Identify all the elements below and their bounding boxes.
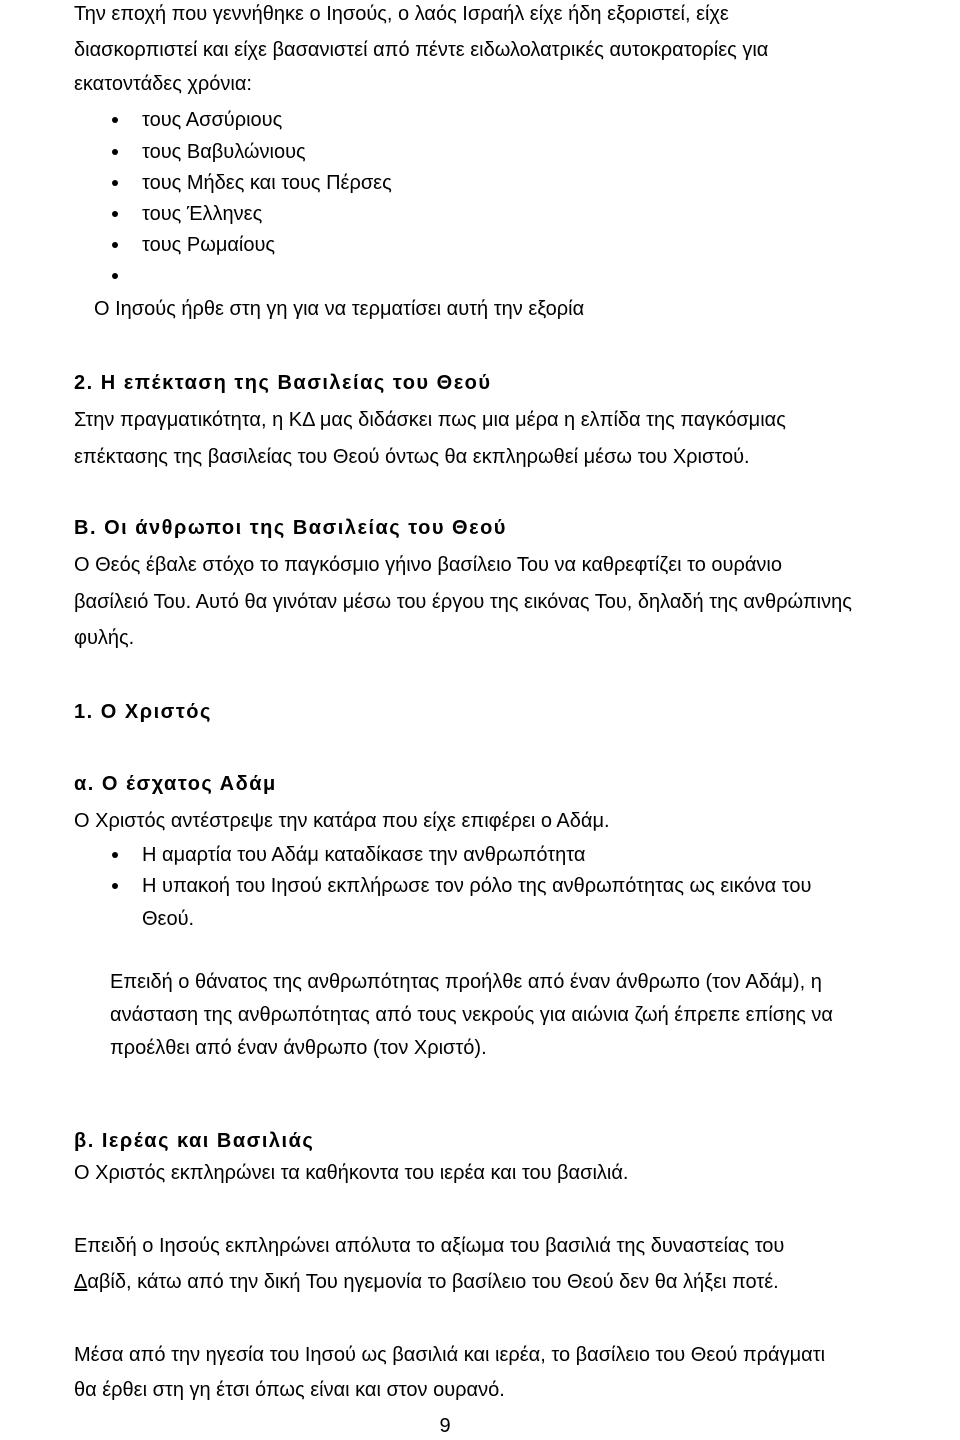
- list-item: τους Βαβυλώνιους: [142, 141, 306, 163]
- section-1-title: Ο Χριστός: [100, 701, 212, 723]
- section-b-title: Οι άνθρωποι της Βασιλείας του Θεού: [104, 517, 507, 539]
- sub-b-para-2-line-2: θα έρθει στη γη έτσι όπως είναι και στον ουρανό.: [74, 1379, 505, 1401]
- bullet-icon: [112, 852, 118, 858]
- intro-line-1: Την εποχή που γεννήθηκε ο Ιησούς, ο λαός Ισραήλ είχε ήδη εξοριστεί, είχε: [74, 3, 729, 25]
- section-b-heading: [74, 516, 507, 540]
- page-number: 9: [439, 1415, 451, 1437]
- intro-line-2: διασκορπιστεί και είχε βασανιστεί από πέντε ειδωλολατρικές αυτοκρατορίες για: [74, 39, 769, 61]
- sub-b-title: Ιερέας και Βασιλιάς: [101, 1130, 315, 1152]
- intro-line-3: εκατοντάδες χρόνια:: [74, 73, 252, 95]
- sub-b-heading: [74, 1129, 314, 1153]
- jesus-end-exile-text: Ο Ιησούς ήρθε στη γη για να τερματίσει αυτή την εξορία: [94, 298, 585, 320]
- section-2-line-1: Στην πραγματικότητα, η ΚΔ μας διδάσκει πως μια μέρα η ελπίδα της παγκόσμιας: [74, 409, 786, 431]
- list-item-continuation: Θεού.: [142, 908, 195, 930]
- sub-a-number: α.: [74, 773, 95, 795]
- section-b-number: Β.: [74, 517, 97, 539]
- bullet-icon: [112, 117, 118, 123]
- list-item: τους Ρωμαίους: [142, 234, 276, 256]
- sub-a-para-line-3: προέλθει από έναν άνθρωπο (τον Χριστό).: [110, 1037, 487, 1059]
- sub-a-heading: [74, 772, 277, 796]
- sub-a-para-line-1: Επειδή ο θάνατος της ανθρωπότητας προήλθε από έναν άνθρωπο (τον Αδάμ), η: [110, 971, 822, 993]
- sub-b-para-2-line-1: Μέσα από την ηγεσία του Ιησού ως βασιλιά και ιερέα, το βασίλειο του Θεού πράγματι: [74, 1344, 826, 1366]
- list-item: τους Ασσύριους: [142, 109, 283, 131]
- bullet-icon: [112, 273, 118, 279]
- sub-b-number: β.: [74, 1130, 95, 1152]
- list-item: Η υπακοή του Ιησού εκπλήρωσε τον ρόλο της ανθρωπότητας ως εικόνα του: [142, 875, 812, 897]
- bullet-icon: [112, 180, 118, 186]
- list-item: τους Μήδες και τους Πέρσες: [142, 172, 392, 194]
- sub-b-para-1-line-1: Επειδή ο Ιησούς εκπληρώνει απόλυτα το αξίωμα του βασιλιά της δυναστείας του: [74, 1235, 785, 1257]
- section-2-heading: [74, 371, 492, 395]
- section-2-title: Η επέκταση της Βασιλείας του Θεού: [100, 372, 492, 394]
- list-item: τους Έλληνες: [142, 203, 263, 225]
- sub-a-para-line-2: ανάσταση της ανθρωπότητας από τους νεκρούς για αιώνια ζωή έπρεπε επίσης να: [110, 1004, 833, 1026]
- bullet-icon: [112, 211, 118, 217]
- list-item: Η αμαρτία του Αδάμ καταδίκασε την ανθρωπότητα: [142, 844, 586, 866]
- bullet-icon: [112, 149, 118, 155]
- bullet-icon: [112, 242, 118, 248]
- section-b-line-3: φυλής.: [74, 627, 135, 649]
- section-2-number: 2.: [74, 372, 94, 394]
- section-b-line-1: Ο Θεός έβαλε στόχο το παγκόσμιο γήινο βασίλειο Του να καθρεφτίζει το ουράνιο: [74, 554, 782, 576]
- bullet-icon: [112, 883, 118, 889]
- sub-a-line-1: Ο Χριστός αντέστρεψε την κατάρα που είχε επιφέρει ο Αδάμ.: [74, 810, 610, 832]
- sub-b-para-1-line-2: Δαβίδ, κάτω από την δική Του ηγεμονία το βασίλειο του Θεού δεν θα λήξει ποτέ.: [74, 1271, 779, 1293]
- sub-b-line-1: Ο Χριστός εκπληρώνει τα καθήκοντα του ιερέα και του βασιλιά.: [74, 1162, 629, 1184]
- section-1-heading: [74, 700, 212, 724]
- section-2-line-2: επέκτασης της βασιλείας του Θεού όντως θα εκπληρωθεί μέσω του Χριστού.: [74, 446, 750, 468]
- section-b-line-2: βασίλειό Του. Αυτό θα γινόταν μέσω του έργου της εικόνας Του, δηλαδή της ανθρώπινης: [74, 591, 852, 613]
- section-1-number: 1.: [74, 701, 94, 723]
- sub-a-title: Ο έσχατος Αδάμ: [101, 773, 277, 795]
